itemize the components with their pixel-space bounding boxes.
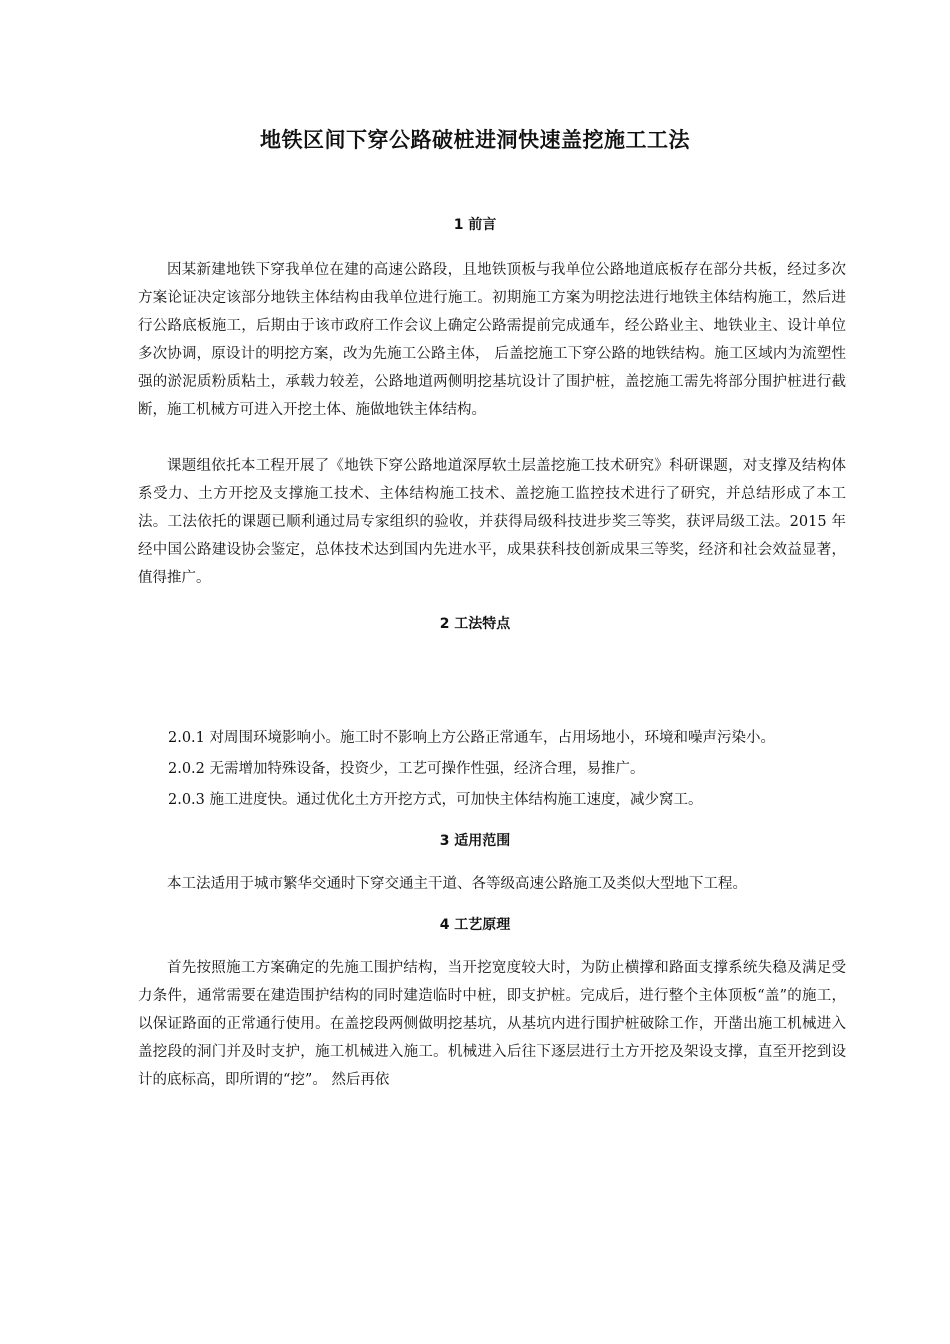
paragraph-scope: 本工法适用于城市繁华交通时下穿交通主干道、各等级高速公路施工及类似大型地下工程。	[167, 876, 747, 892]
paragraph-preface-2: 课题组依托本工程开展了《地铁下穿公路地道深厚软土层盖挖施工技术研究》科研课题，对支撑及结构体系受力、土方开挖及支撑施工技术、主体结构施工技术、盖挖施工监控技术进行了研究，并总结形成了本工法。工法依托的课题已顺利通过局专家组织的验收，并获得局级科技进步奖三等奖，获评局级工法。2015 年经中国公路建设协会鉴定，总体技术达到国内先进水平，成果获科技创新成果三等奖，经济和社会效益显著，值得推广。	[138, 458, 846, 586]
section-heading-scope: 3 适用范围	[439, 833, 511, 849]
feature-item-1: 2.0.1 对周围环境影响小。施工时不影响上方公路正常通车，占用场地小，环境和噪声污染小。	[168, 730, 775, 746]
section-heading-features: 2 工法特点	[439, 616, 511, 632]
document-title: 地铁区间下穿公路破桩进洞快速盖挖施工工法	[260, 127, 690, 152]
paragraph-principle: 首先按照施工方案确定的先施工围护结构，当开挖宽度较大时，为防止横撑和路面支撑系统失稳及满足受力条件，通常需要在建造围护结构的同时建造临时中桩，即支护桩。完成后，进行整个主体顶板“盖”的施工，以保证路面的正常通行使用。在盖挖段两侧做明挖基坑，从基坑内进行围护桩破除工作，开凿出施工机械进入盖挖段的洞门并及时支护，施工机械进入施工。机械进入后往下逐层进行土方开挖及架设支撑，直至开挖到设计的底标高，即所谓的“挖”。 然后再依	[138, 960, 846, 1088]
paragraph-preface-1: 因某新建地铁下穿我单位在建的高速公路段，且地铁顶板与我单位公路地道底板存在部分共板，经过多次方案论证决定该部分地铁主体结构由我单位进行施工。初期施工方案为明挖法进行地铁主体结构施工，然后进行公路底板施工，后期由于该市政府工作会议上确定公路需提前完成通车，经公路业主、地铁业主、设计单位多次协调，原设计的明挖方案，改为先施工公路主体， 后盖挖施工下穿公路的地铁结构。施工区域内为流塑性强的淤泥质粉质粘土，承载力较差，公路地道两侧明挖基坑设计了围护桩，盖挖施工需先将部分围护桩进行截断，施工机械方可进入开挖土体、施做地铁主体结构。	[138, 262, 846, 418]
section-heading-preface: 1 前言	[453, 217, 497, 233]
section-heading-principle: 4 工艺原理	[439, 917, 511, 933]
feature-item-3: 2.0.3 施工进度快。通过优化土方开挖方式，可加快主体结构施工速度，减少窝工。	[168, 792, 703, 808]
feature-item-2: 2.0.2 无需增加特殊设备，投资少，工艺可操作性强，经济合理，易推广。	[168, 761, 645, 777]
